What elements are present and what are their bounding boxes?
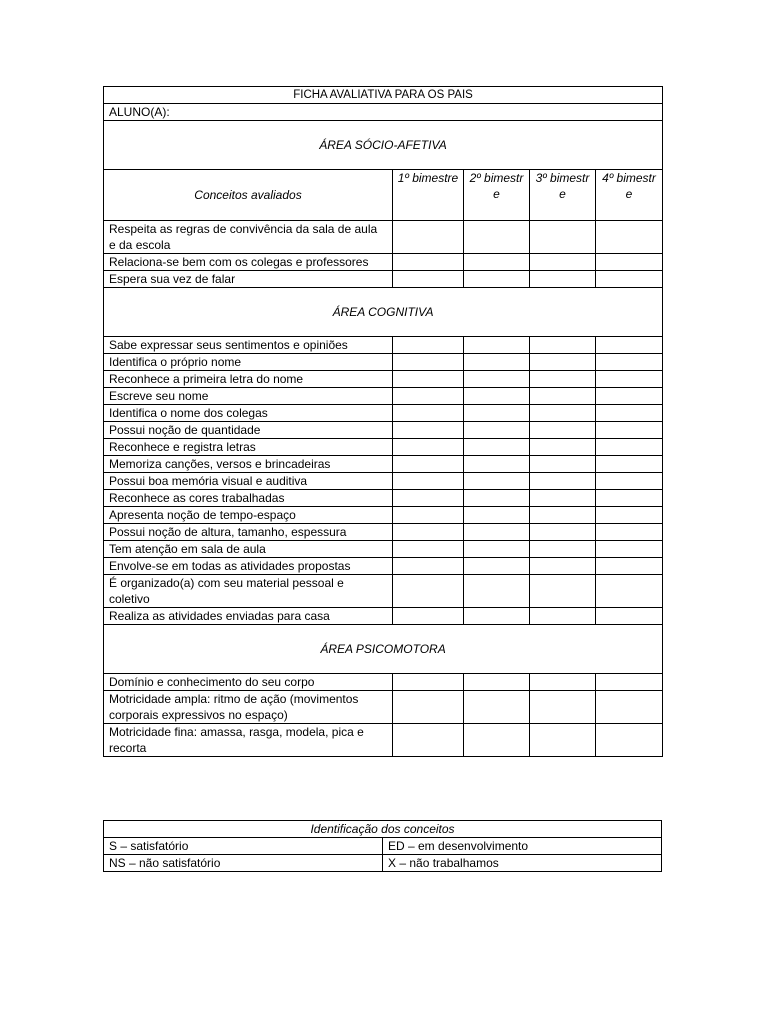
table-row: [104, 691, 663, 724]
grade-cell[interactable]: [596, 456, 663, 473]
period-header-4: 4º bimestre: [596, 170, 663, 221]
table-row: [104, 254, 663, 271]
grade-cell[interactable]: [530, 422, 596, 439]
criterion-label: Sabe expressar seus sentimentos e opiniões: [104, 337, 393, 354]
table-row: [104, 524, 663, 541]
criterion-label: Possui boa memória visual e auditiva: [104, 473, 393, 490]
criterion-label: Possui noção de altura, tamanho, espessura: [104, 524, 393, 541]
criterion-label: Reconhece e registra letras: [104, 439, 393, 456]
grade-cell[interactable]: [596, 337, 663, 354]
grade-cell[interactable]: [393, 439, 464, 456]
grade-cell[interactable]: [464, 674, 530, 691]
grade-cell[interactable]: [596, 691, 663, 724]
grade-cell[interactable]: [596, 371, 663, 388]
grade-cell[interactable]: [530, 490, 596, 507]
grade-cell[interactable]: [530, 371, 596, 388]
grade-cell[interactable]: [464, 405, 530, 422]
criterion-label: Domínio e conhecimento do seu corpo: [104, 674, 393, 691]
grade-cell[interactable]: [393, 456, 464, 473]
table-row: [104, 439, 663, 456]
grade-cell[interactable]: [464, 490, 530, 507]
grade-cell[interactable]: [530, 724, 596, 757]
grade-cell[interactable]: [530, 558, 596, 575]
grade-cell[interactable]: [393, 473, 464, 490]
grade-cell[interactable]: [464, 724, 530, 757]
grade-cell[interactable]: [596, 422, 663, 439]
criterion-label: Envolve-se em todas as atividades propostas: [104, 558, 393, 575]
period-header-1: 1º bimestre: [393, 170, 464, 221]
criterion-label: Relaciona-se bem com os colegas e professores: [104, 254, 393, 271]
grade-cell[interactable]: [530, 337, 596, 354]
grade-cell[interactable]: [393, 371, 464, 388]
grade-cell[interactable]: [596, 354, 663, 371]
legend-table: [103, 820, 662, 872]
criterion-label: Identifica o próprio nome: [104, 354, 393, 371]
grade-cell[interactable]: [530, 674, 596, 691]
grade-cell[interactable]: [393, 507, 464, 524]
grade-cell[interactable]: [596, 388, 663, 405]
grade-cell[interactable]: [596, 608, 663, 625]
criterion-label: Respeita as regras de convivência da sala de aula e da escola: [104, 221, 393, 254]
grade-cell[interactable]: [530, 541, 596, 558]
grade-cell[interactable]: [530, 439, 596, 456]
grade-cell[interactable]: [393, 337, 464, 354]
table-row: [104, 456, 663, 473]
grade-cell[interactable]: [464, 221, 530, 254]
grade-cell[interactable]: [464, 524, 530, 541]
grade-cell[interactable]: [393, 724, 464, 757]
table-row: [104, 422, 663, 439]
grade-cell[interactable]: [530, 575, 596, 608]
grade-cell[interactable]: [596, 575, 663, 608]
grade-cell[interactable]: [596, 674, 663, 691]
grade-cell[interactable]: [530, 507, 596, 524]
criterion-label: Memoriza canções, versos e brincadeiras: [104, 456, 393, 473]
table-row: [104, 354, 663, 371]
grade-cell[interactable]: [393, 221, 464, 254]
table-row: [104, 541, 663, 558]
table-row: [104, 724, 663, 757]
grade-cell[interactable]: [596, 524, 663, 541]
grade-cell[interactable]: [393, 490, 464, 507]
grade-cell[interactable]: [464, 354, 530, 371]
table-row: [104, 490, 663, 507]
grade-cell[interactable]: [530, 271, 596, 288]
criterion-label: Motricidade ampla: ritmo de ação (movimentos corporais expressivos no espaço): [104, 691, 393, 724]
table-row: [104, 371, 663, 388]
table-row: [104, 575, 663, 608]
evaluation-form-table: [103, 86, 663, 757]
table-row: [104, 507, 663, 524]
criterion-label: Escreve seu nome: [104, 388, 393, 405]
table-row: [104, 221, 663, 254]
legend-title: Identificação dos conceitos: [104, 821, 662, 838]
grade-cell[interactable]: [393, 388, 464, 405]
criterion-label: Apresenta noção de tempo-espaço: [104, 507, 393, 524]
grade-cell[interactable]: [464, 507, 530, 524]
grade-cell[interactable]: [464, 608, 530, 625]
grade-cell[interactable]: [530, 524, 596, 541]
grade-cell[interactable]: [464, 337, 530, 354]
legend-entry-ns: NS – não satisfatório: [104, 855, 383, 872]
criterion-label: Reconhece a primeira letra do nome: [104, 371, 393, 388]
section-title-socio-afetiva: ÁREA SÓCIO-AFETIVA: [104, 121, 663, 170]
grade-cell[interactable]: [530, 405, 596, 422]
grade-cell[interactable]: [596, 724, 663, 757]
table-row: [104, 405, 663, 422]
grade-cell[interactable]: [464, 422, 530, 439]
criteria-header: Conceitos avaliados: [104, 170, 393, 221]
table-row: [104, 674, 663, 691]
grade-cell[interactable]: [464, 558, 530, 575]
grade-cell[interactable]: [464, 388, 530, 405]
grade-cell[interactable]: [530, 254, 596, 271]
grade-cell[interactable]: [596, 490, 663, 507]
legend-entry-ed: ED – em desenvolvimento: [383, 838, 662, 855]
grade-cell[interactable]: [464, 254, 530, 271]
criterion-label: Motricidade fina: amassa, rasga, modela, pica e recorta: [104, 724, 393, 757]
grade-cell[interactable]: [393, 254, 464, 271]
grade-cell[interactable]: [393, 608, 464, 625]
form-title: FICHA AVALIATIVA PARA OS PAIS: [104, 87, 663, 104]
grade-cell[interactable]: [393, 271, 464, 288]
grade-cell[interactable]: [530, 608, 596, 625]
grade-cell[interactable]: [530, 456, 596, 473]
period-header-3: 3º bimestre: [530, 170, 596, 221]
grade-cell[interactable]: [596, 221, 663, 254]
legend-entry-s: S – satisfatório: [104, 838, 383, 855]
grade-cell[interactable]: [596, 271, 663, 288]
criterion-label: É organizado(a) com seu material pessoal e coletivo: [104, 575, 393, 608]
grade-cell[interactable]: [393, 354, 464, 371]
table-row: [104, 473, 663, 490]
grade-cell[interactable]: [596, 507, 663, 524]
grade-cell[interactable]: [393, 575, 464, 608]
table-row: [104, 558, 663, 575]
table-row: [104, 271, 663, 288]
grade-cell[interactable]: [464, 271, 530, 288]
grade-cell[interactable]: [464, 691, 530, 724]
grade-cell[interactable]: [596, 473, 663, 490]
grade-cell[interactable]: [596, 541, 663, 558]
grade-cell[interactable]: [530, 691, 596, 724]
grade-cell[interactable]: [464, 456, 530, 473]
grade-cell[interactable]: [393, 524, 464, 541]
grade-cell[interactable]: [393, 691, 464, 724]
grade-cell[interactable]: [530, 354, 596, 371]
grade-cell[interactable]: [596, 405, 663, 422]
grade-cell[interactable]: [596, 558, 663, 575]
period-header-2: 2º bimestre: [464, 170, 530, 221]
table-row: [104, 608, 663, 625]
legend-entry-x: X – não trabalhamos: [383, 855, 662, 872]
criterion-label: Espera sua vez de falar: [104, 271, 393, 288]
grade-cell[interactable]: [393, 541, 464, 558]
criterion-label: Reconhece as cores trabalhadas: [104, 490, 393, 507]
grade-cell[interactable]: [464, 473, 530, 490]
criterion-label: Identifica o nome dos colegas: [104, 405, 393, 422]
criterion-label: Possui noção de quantidade: [104, 422, 393, 439]
grade-cell[interactable]: [530, 473, 596, 490]
grade-cell[interactable]: [393, 558, 464, 575]
student-name-field[interactable]: ALUNO(A):: [104, 104, 663, 121]
grade-cell[interactable]: [464, 541, 530, 558]
grade-cell[interactable]: [596, 439, 663, 456]
section-title-psicomotora: ÁREA PSICOMOTORA: [104, 625, 663, 674]
section-title-cognitiva: ÁREA COGNITIVA: [104, 288, 663, 337]
criterion-label: Realiza as atividades enviadas para casa: [104, 608, 393, 625]
grade-cell[interactable]: [596, 254, 663, 271]
grade-cell[interactable]: [530, 221, 596, 254]
grade-cell[interactable]: [464, 575, 530, 608]
grade-cell[interactable]: [530, 388, 596, 405]
grade-cell[interactable]: [393, 405, 464, 422]
grade-cell[interactable]: [393, 674, 464, 691]
table-row: [104, 337, 663, 354]
grade-cell[interactable]: [464, 371, 530, 388]
grade-cell[interactable]: [393, 422, 464, 439]
criterion-label: Tem atenção em sala de aula: [104, 541, 393, 558]
table-row: [104, 388, 663, 405]
grade-cell[interactable]: [464, 439, 530, 456]
